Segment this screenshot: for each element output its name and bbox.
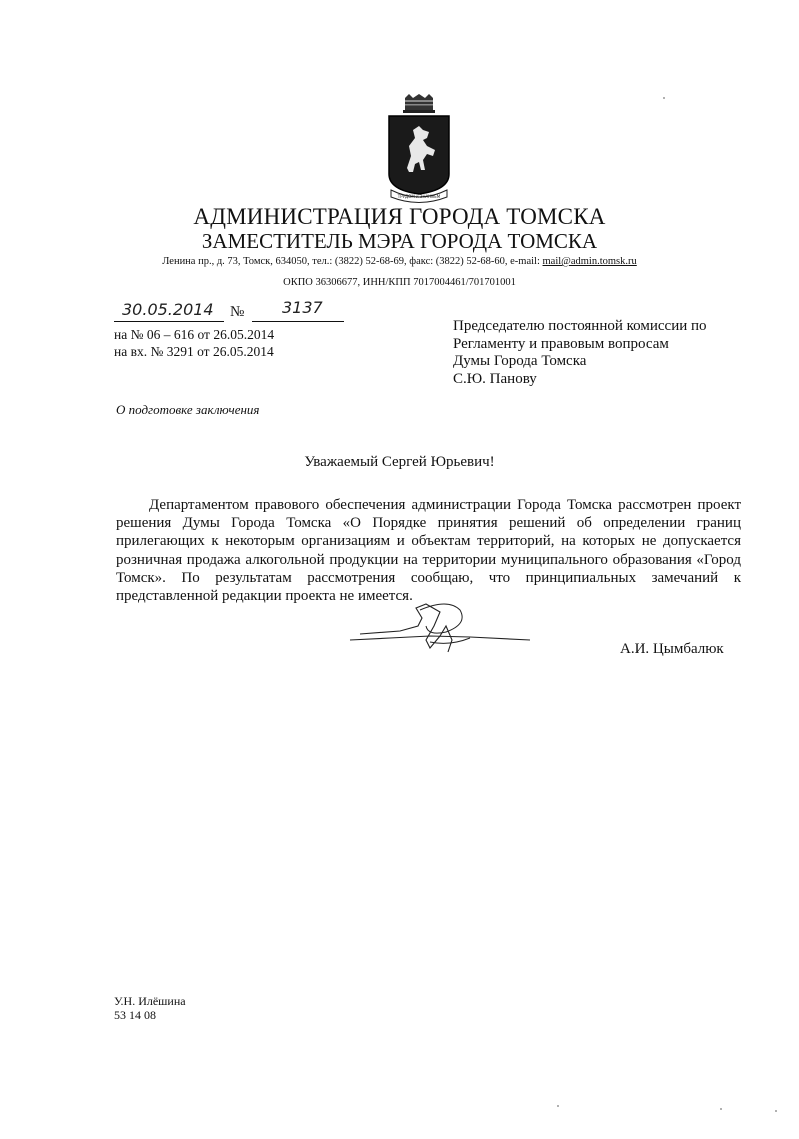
scan-speck: [557, 1105, 559, 1107]
incoming-reference: на № 06 – 616 от 26.05.2014: [114, 327, 275, 342]
department-name: ЗАМЕСТИТЕЛЬ МЭРА ГОРОДА ТОМСКА: [201, 229, 598, 253]
letter-subject: О подготовке заключения: [116, 402, 260, 417]
address-text: Ленина пр., д. 73, Томск, 634050, тел.: (3822) 52-68-69, факс: (3822) 52-68-60, e-mail:: [162, 256, 543, 267]
number-underline: [252, 321, 344, 322]
addressee-block: [453, 318, 707, 388]
date-underline: [114, 321, 224, 322]
addressee-line: С.Ю. Панову: [453, 370, 537, 387]
executor-block: [114, 994, 186, 1022]
registration-line: [114, 300, 346, 326]
registration-codes: ОКПО 36306677, ИНН/КПП 7017004461/701701001: [283, 277, 516, 288]
signature-icon: [330, 596, 540, 661]
scan-speck: [663, 97, 665, 99]
organization-name: АДМИНИСТРАЦИЯ ГОРОДА ТОМСКА: [193, 204, 606, 229]
addressee-line: Регламенту и правовым вопросам: [453, 335, 669, 352]
executor-name: У.Н. Илёшина: [114, 994, 186, 1008]
addressee-line: Думы Города Томска: [453, 353, 587, 369]
incoming-registration-reference: на вх. № 3291 от 26.05.2014: [114, 344, 274, 359]
scan-speck: [775, 1110, 777, 1112]
coat-of-arms-icon: [383, 94, 455, 204]
signer-name: А.И. Цымбалюк: [620, 641, 724, 657]
contact-line: [0, 256, 799, 267]
handwritten-number: 3137: [282, 298, 323, 317]
addressee-line: Председателю постоянной комиссии по: [453, 318, 707, 334]
greeting: Уважаемый Сергей Юрьевич!: [304, 454, 495, 470]
handwritten-date: 30.05.2014: [122, 300, 214, 319]
letter-body: Департаментом правового обеспечения администрации Города Томска рассмотрен проект решения Думы Города Томска «О Порядке принятия решений об определении границ прилегающих к некоторым организациям и объектам территорий, на которых не допускается розничная продажа алкогольной продукции на территории муниципального образования «Город Томск». По результатам рассмотрения сообщаю, что принципиальных замечаний к представленной редакции проекта не имеется.: [116, 497, 741, 605]
number-label: №: [230, 304, 245, 320]
executor-phone: 53 14 08: [114, 1008, 156, 1022]
scan-speck: [720, 1108, 722, 1110]
crest-motto: ТРУДОМ и ЗНАНИЕМ: [397, 194, 441, 199]
email-link[interactable]: mail@admin.tomsk.ru: [542, 256, 637, 267]
